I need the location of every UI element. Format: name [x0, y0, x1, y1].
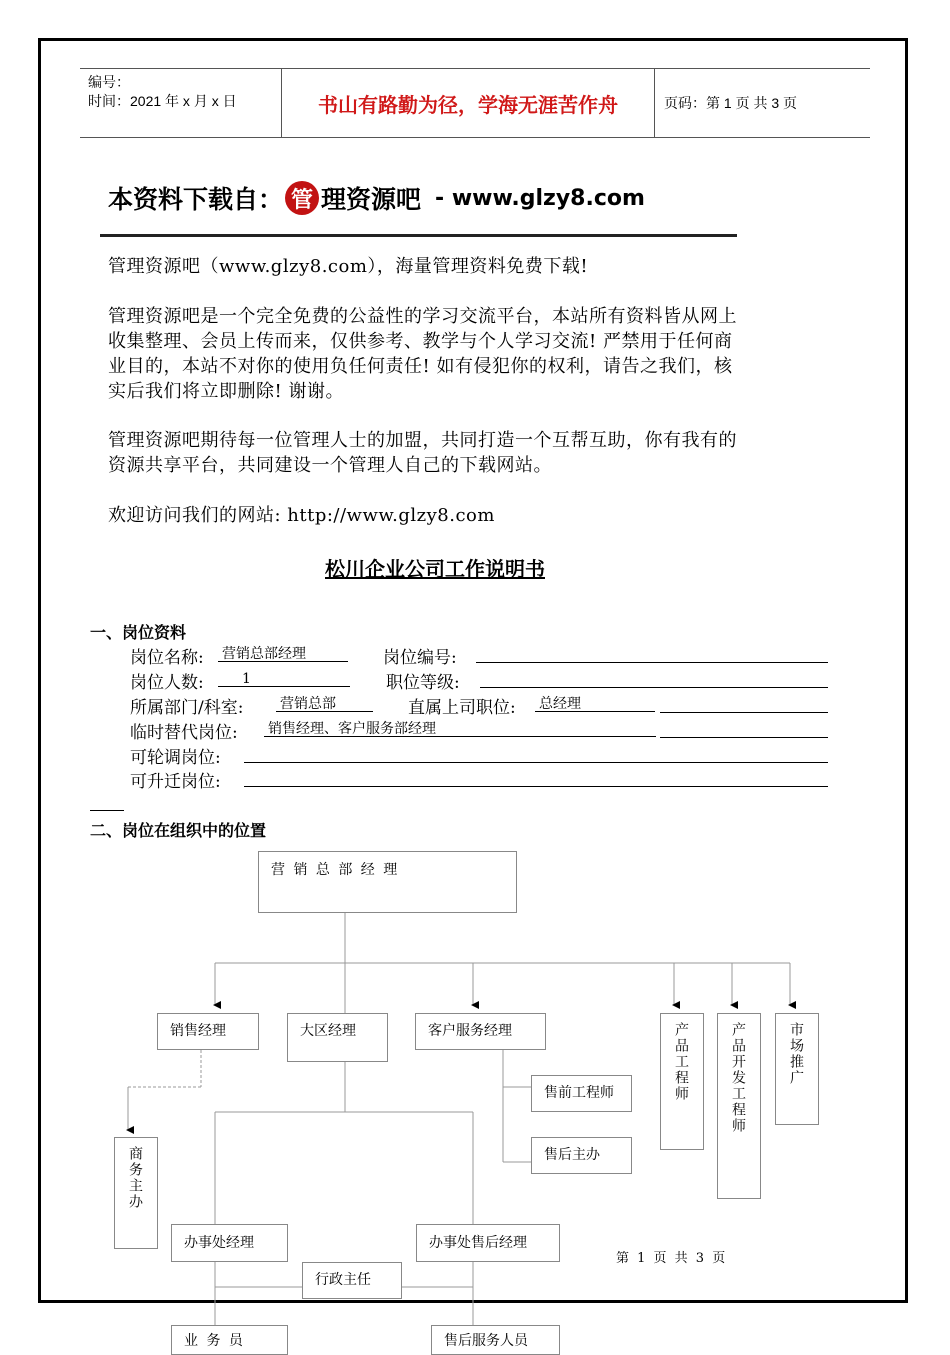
org-box-top-label: 营 销 总 部 经 理 — [271, 862, 400, 878]
substitute-value: 销售经理、客户服务部经理 — [264, 715, 656, 737]
intro-paragraph-2: 管理资源吧是一个完全免费的公益性的学习交流平台，本站所有资料皆从网上收集整理、会员上传而来，仅供参考、教学与个人学习交流! 严禁用于任何商业目的，本站不对你的使用负任何责任! 如有侵犯你的权利，请告之我们，核实后我们将立即删除! 谢谢。 — [108, 306, 737, 402]
logo-icon: 管 — [285, 181, 319, 215]
org-box-office-aftersales — [416, 1224, 560, 1262]
header-page: 页码：第 1 页 共 3 页 — [664, 95, 798, 111]
org-box-product-engineer — [660, 1013, 704, 1150]
org-region-manager-label: 大区经理 — [300, 1023, 356, 1039]
position-no-label: 岗位编号: — [383, 648, 457, 668]
org-salesman-label: 业 务 员 — [184, 1333, 245, 1349]
number-label: 编号： — [88, 74, 130, 90]
org-box-business — [114, 1137, 158, 1249]
date-label: 时间：2021 年 x 月 x 日 — [88, 93, 237, 109]
substitute-label: 临时替代岗位: — [130, 723, 238, 743]
org-box-admin — [302, 1262, 402, 1299]
banner-site: - www.glzy8.com — [435, 185, 645, 211]
org-business-label: 商务主办 — [127, 1146, 143, 1210]
banner-prefix: 本资料下载自： — [108, 185, 284, 214]
document-title: 松川企业公司工作说明书 — [325, 557, 545, 581]
org-admin-label: 行政主任 — [315, 1272, 371, 1288]
org-aftersales-lead-label: 售后主办 — [544, 1147, 600, 1163]
intro-paragraph-3: 管理资源吧期待每一位管理人士的加盟，共同打造一个互帮互助，你有我有的资源共享平台，共同建设一个管理人自己的下载网站。 — [108, 430, 737, 476]
position-name-value: 营销总部经理 — [218, 640, 348, 662]
dept-value: 营销总部 — [276, 690, 373, 712]
org-box-aftersales-lead — [531, 1137, 632, 1174]
org-box-salesman — [171, 1325, 288, 1355]
rotation-label: 可轮调岗位: — [130, 748, 221, 768]
org-dev-engineer-label: 产品开发工程师 — [730, 1022, 746, 1134]
org-box-cs-manager — [415, 1013, 546, 1050]
org-product-engineer-label: 产品工程师 — [673, 1022, 689, 1102]
org-office-aftersales-label: 办事处售后经理 — [429, 1235, 527, 1251]
intro-paragraph-4: 欢迎访问我们的网站: http://www.glzy8.com — [108, 505, 495, 526]
org-sales-manager-label: 销售经理 — [170, 1023, 226, 1039]
org-box-dev-engineer — [717, 1013, 761, 1199]
position-name-label: 岗位名称: — [130, 648, 204, 668]
dept-label: 所属部门/科室: — [130, 698, 244, 718]
headcount-value: 1 — [218, 665, 350, 687]
section1-heading: 一、岗位资料 — [90, 623, 187, 642]
superior-value: 总经理 — [535, 690, 655, 712]
header-motto: 书山有路勤为径，学海无涯苦作舟 — [281, 69, 655, 137]
banner-name: 理资源吧 — [321, 185, 422, 214]
promotion-label: 可升迁岗位: — [130, 772, 221, 792]
org-box-sales-manager — [157, 1013, 259, 1050]
intro-paragraph-1: 管理资源吧（www.glzy8.com），海量管理资料免费下载! — [108, 256, 589, 277]
org-box-region-manager — [287, 1013, 388, 1062]
org-office-manager-label: 办事处经理 — [184, 1235, 254, 1251]
grade-label: 职位等级: — [386, 673, 460, 693]
page-footer: 第 1 页 共 3 页 — [616, 1251, 728, 1266]
org-marketing-label: 市场推广 — [788, 1022, 804, 1086]
org-presales-label: 售前工程师 — [544, 1085, 614, 1101]
org-box-service-staff — [431, 1325, 560, 1355]
superior-label: 直属上司职位: — [408, 698, 516, 718]
section2-heading: 二、岗位在组织中的位置 — [90, 821, 267, 840]
org-service-staff-label: 售后服务人员 — [444, 1333, 528, 1349]
org-box-top — [258, 851, 517, 913]
org-cs-manager-label: 客户服务经理 — [428, 1023, 512, 1039]
org-box-marketing — [775, 1013, 819, 1125]
org-box-presales — [531, 1075, 632, 1112]
org-box-office-manager — [171, 1224, 288, 1262]
headcount-label: 岗位人数: — [130, 673, 204, 693]
